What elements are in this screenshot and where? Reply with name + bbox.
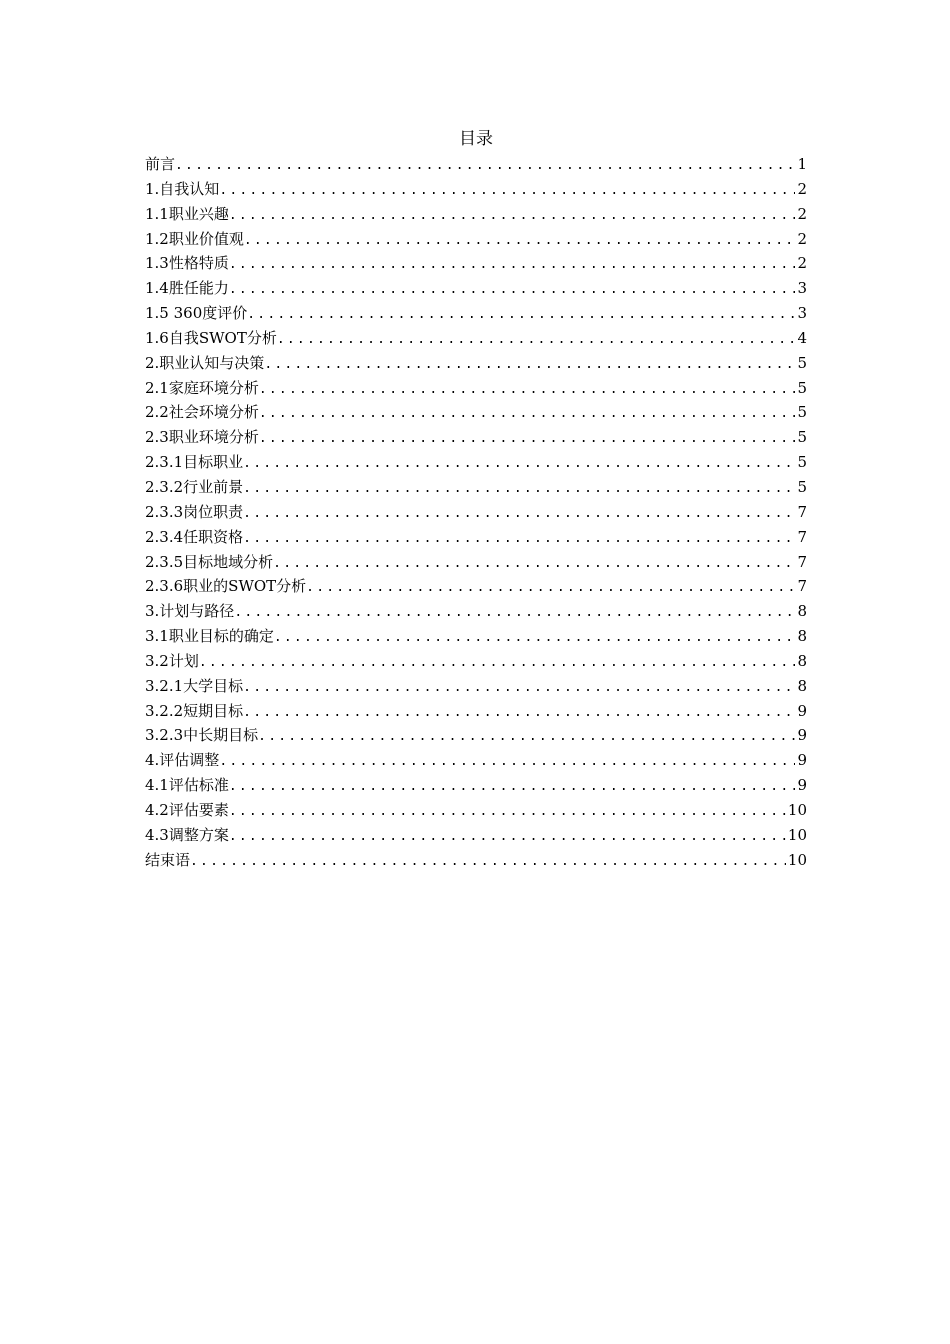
toc-dot-leader: [259, 402, 796, 425]
toc-entry-page-number: 9: [797, 726, 807, 745]
toc-entry-page-number: 4: [797, 328, 807, 347]
toc-entry-page-number: 2: [797, 179, 807, 198]
toc-entry[interactable]: [145, 276, 807, 301]
toc-dot-leader: [258, 725, 795, 748]
toc-dot-leader: [244, 229, 796, 252]
toc-entry[interactable]: [145, 550, 807, 575]
toc-entry-label: 2.3.1目标职业: [145, 453, 244, 472]
toc-entry[interactable]: [145, 202, 807, 227]
toc-entry-page-number: 7: [797, 577, 807, 596]
toc-dot-leader: [243, 527, 795, 550]
toc-entry-label: 2.3职业环境分析: [145, 428, 259, 447]
toc-entry-page-number: 5: [797, 428, 807, 447]
toc-entry[interactable]: [145, 823, 807, 848]
toc-entry-label: 1.3性格特质: [145, 254, 229, 273]
toc-entry-page-number: 2: [797, 254, 807, 273]
toc-entry[interactable]: [145, 848, 807, 873]
toc-dot-leader: [247, 303, 795, 326]
toc-entry[interactable]: [145, 674, 807, 699]
toc-entry-page-number: 10: [787, 825, 807, 844]
toc-entry-label: 结束语: [145, 850, 191, 869]
toc-entry-page-number: 10: [787, 800, 807, 819]
toc-entry-label: 前言: [145, 155, 176, 173]
toc-entry-page-number: 8: [797, 651, 807, 670]
toc-dot-leader: [199, 651, 796, 674]
toc-entry[interactable]: [145, 773, 807, 798]
toc-entry-label: 3.2.1大学目标: [145, 676, 244, 695]
toc-entry-page-number: 2: [797, 204, 807, 223]
toc-entry[interactable]: [145, 450, 807, 475]
toc-entry-page-number: 2: [797, 229, 807, 248]
toc-entry[interactable]: [145, 177, 807, 202]
toc-dot-leader: [190, 850, 786, 873]
toc-entry-label: 1.4胜任能力: [145, 279, 229, 298]
toc-entry[interactable]: [145, 723, 807, 748]
toc-entry-label: 2.3.5目标地域分析: [145, 552, 274, 571]
toc-dot-leader: [229, 204, 796, 227]
toc-entry-label: 3.计划与路径: [145, 602, 235, 621]
toc-entry-page-number: 5: [797, 403, 807, 422]
toc-entry-label: 2.2社会环境分析: [145, 403, 259, 422]
toc-entry-page-number: 10: [787, 850, 807, 869]
toc-title: 目录: [459, 129, 493, 149]
toc-entry-page-number: 9: [797, 776, 807, 795]
toc-entry-label: 1.5 360度评价: [145, 304, 248, 323]
toc-dot-leader: [273, 552, 795, 575]
toc-entry[interactable]: [145, 748, 807, 773]
toc-entry-page-number: 7: [797, 552, 807, 571]
toc-dot-leader: [229, 278, 796, 301]
toc-dot-leader: [306, 576, 795, 599]
table-of-contents: [145, 126, 807, 872]
toc-entry-page-number: 8: [797, 627, 807, 646]
toc-dot-leader: [219, 750, 795, 773]
toc-entry-label: 3.1职业目标的确定: [145, 627, 274, 646]
toc-entry-page-number: 5: [797, 477, 807, 496]
toc-entry[interactable]: [145, 301, 807, 326]
toc-entry-label: 4.3调整方案: [145, 825, 229, 844]
toc-entry[interactable]: [145, 574, 807, 599]
toc-entry[interactable]: [145, 649, 807, 674]
toc-entry-label: 1.1职业兴趣: [145, 204, 229, 223]
toc-entry-label: 1.6自我SWOT分析: [145, 328, 277, 347]
toc-entry[interactable]: [145, 351, 807, 376]
toc-entry[interactable]: [145, 326, 807, 351]
toc-entry-label: 4.2评估要素: [145, 800, 229, 819]
toc-dot-leader: [243, 502, 795, 525]
toc-dot-leader: [229, 253, 796, 276]
toc-entry[interactable]: [145, 699, 807, 724]
toc-entry-page-number: 3: [797, 304, 807, 323]
toc-entry-page-number: 8: [797, 676, 807, 695]
toc-dot-leader: [243, 452, 795, 475]
toc-entry[interactable]: [145, 475, 807, 500]
toc-dot-leader: [264, 353, 795, 376]
toc-entry-label: 4.评估调整: [145, 751, 220, 770]
toc-entry-page-number: 5: [797, 378, 807, 397]
toc-entry[interactable]: [145, 525, 807, 550]
toc-entry-page-number: 9: [797, 701, 807, 720]
toc-entry[interactable]: [145, 251, 807, 276]
toc-entry-page-number: 1: [797, 155, 807, 173]
toc-entry[interactable]: [145, 400, 807, 425]
toc-dot-leader: [243, 477, 795, 500]
toc-entry-label: 3.2.2短期目标: [145, 701, 244, 720]
toc-entry-page-number: 9: [797, 751, 807, 770]
toc-entry-label: 2.3.4任职资格: [145, 527, 244, 546]
toc-entry[interactable]: [145, 227, 807, 252]
toc-entry-label: 2.3.2行业前景: [145, 477, 244, 496]
toc-entry-label: 1.自我认知: [145, 179, 220, 198]
toc-entry-label: 2.3.3岗位职责: [145, 502, 244, 521]
toc-dot-leader: [259, 378, 796, 401]
toc-entry-page-number: 3: [797, 279, 807, 298]
toc-entry-label: 3.2.3中长期目标: [145, 726, 259, 745]
toc-entry-label: 1.2职业价值观: [145, 229, 244, 248]
toc-dot-leader: [219, 179, 795, 202]
toc-entry-label: 2.1家庭环境分析: [145, 378, 259, 397]
toc-entry[interactable]: [145, 425, 807, 450]
toc-entry-label: 4.1评估标准: [145, 776, 229, 795]
toc-entry[interactable]: [145, 152, 807, 177]
toc-dot-leader: [277, 328, 796, 351]
toc-dot-leader: [259, 427, 796, 450]
toc-entry-label: 2.职业认知与决策: [145, 353, 265, 372]
toc-entry-page-number: 5: [797, 453, 807, 472]
toc-entry-label: 2.3.6职业的SWOT分析: [145, 577, 307, 596]
toc-entry-page-number: 5: [797, 353, 807, 372]
toc-entry[interactable]: [145, 798, 807, 823]
toc-dot-leader: [243, 676, 795, 699]
toc-dot-leader: [229, 825, 786, 848]
toc-entry[interactable]: [145, 624, 807, 649]
toc-dot-leader: [229, 800, 786, 823]
toc-dot-leader: [229, 775, 796, 798]
toc-dot-leader: [274, 626, 796, 649]
toc-entry-page-number: 8: [797, 602, 807, 621]
toc-entry-label: 3.2计划: [145, 651, 199, 670]
toc-dot-leader: [243, 701, 795, 724]
toc-dot-leader: [175, 154, 795, 177]
toc-dot-leader: [234, 601, 795, 624]
toc-entry[interactable]: [145, 500, 807, 525]
toc-entry-page-number: 7: [797, 527, 807, 546]
toc-entry[interactable]: [145, 376, 807, 401]
toc-entry[interactable]: [145, 599, 807, 624]
toc-list: [145, 152, 807, 872]
toc-entry-page-number: 7: [797, 502, 807, 521]
